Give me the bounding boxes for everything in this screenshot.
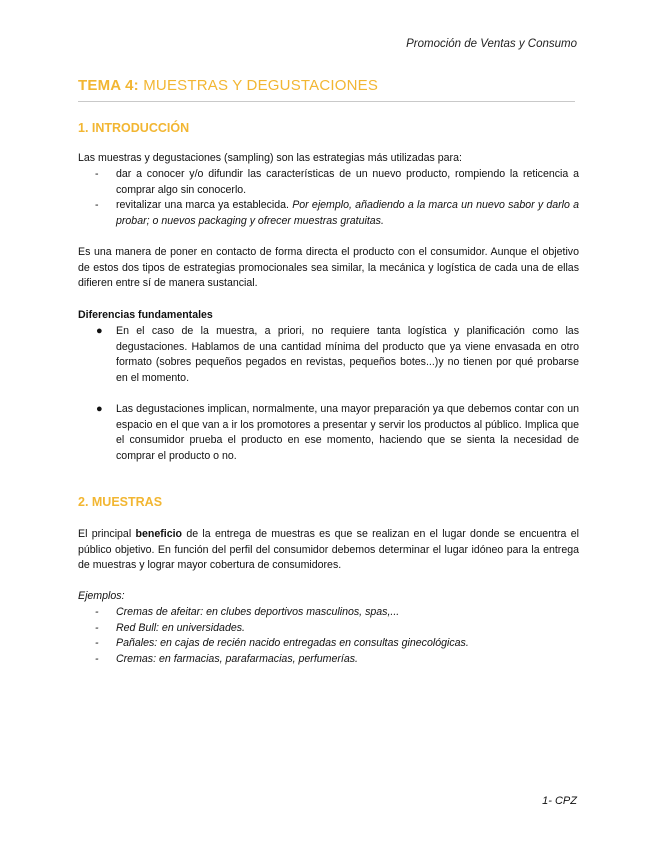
list-item: - Pañales: en cajas de recién nacido entregadas en consultas ginecológicas. bbox=[78, 636, 579, 652]
section-heading-introduccion: 1. INTRODUCCIÓN bbox=[78, 121, 190, 135]
bullet-icon: ● bbox=[96, 403, 103, 415]
list-item: - revitalizar una marca ya establecida. Por ejemplo, añadiendo a la marca un nuevo sabor y darlo a probar; o nuevos packaging y ofrecer muestras gratuitas. bbox=[78, 198, 579, 229]
bullet-icon: ● bbox=[96, 325, 103, 337]
differences-list-2 bbox=[78, 402, 579, 464]
title-divider bbox=[78, 101, 575, 102]
differences-list bbox=[78, 324, 579, 386]
title-prefix: TEMA 4: bbox=[78, 77, 139, 94]
title-text: MUESTRAS Y DEGUSTACIONES bbox=[143, 77, 379, 94]
list-item: - Red Bull: en universidades. bbox=[78, 621, 579, 637]
examples-list bbox=[78, 605, 579, 667]
examples-label: Ejemplos: bbox=[78, 590, 125, 602]
benefit-paragraph: El principal beneficio de la entrega de muestras es que se realizan en el lugar donde se encuentra el público objetivo. En función del perfil del consumidor debemos determinar el lugar idóneo para la entrega de muestras y lograr mayor cobertura de consumidores. bbox=[78, 528, 579, 571]
list-item: - Cremas: en farmacias, parafarmacias, perfumerías. bbox=[78, 652, 579, 668]
section-heading-muestras: 2. MUESTRAS bbox=[78, 495, 163, 509]
body-paragraph: Es una manera de poner en contacto de forma directa el producto con el consumidor. Aunque el objetivo de estos dos tipos de estrategias promocionales sea similar, la mecánica y logística de cada una de ellas difieren entre sí de manera sustancial. bbox=[78, 246, 579, 289]
list-item: - dar a conocer y/o difundir las características de un nuevo producto, rompiendo la reticencia a comprar algo sin conocerlo. bbox=[78, 167, 579, 198]
list-item: - Cremas de afeitar: en clubes deportivos masculinos, spas,... bbox=[78, 605, 579, 621]
page-title bbox=[78, 77, 378, 94]
running-header: Promoción de Ventas y Consumo bbox=[406, 38, 577, 50]
subheading-diferencias: Diferencias fundamentales bbox=[78, 309, 213, 321]
purpose-list bbox=[78, 167, 579, 229]
intro-paragraph: Las muestras y degustaciones (sampling) son las estrategias más utilizadas para: bbox=[78, 152, 462, 164]
list-item: ● Las degustaciones implican, normalmente, una mayor preparación ya que debemos contar con un espacio en el que van a ir los promotores a presentar y servir los productos al público. Implica que el consumidor prueba el producto en ese momento, haciendo que se sienta la necesidad de comprar el producto o no. bbox=[96, 403, 579, 462]
page-number: 1- CPZ bbox=[542, 795, 577, 807]
list-item: ● En el caso de la muestra, a priori, no requiere tanta logística y planificación como las degustaciones. Hablamos de una cantidad mínima del producto que ya viene envasada en otro formato (sobres pequeños pegados en revistas, pequeños botes...)y no tienen por qué probarse en el momento. bbox=[96, 325, 579, 384]
